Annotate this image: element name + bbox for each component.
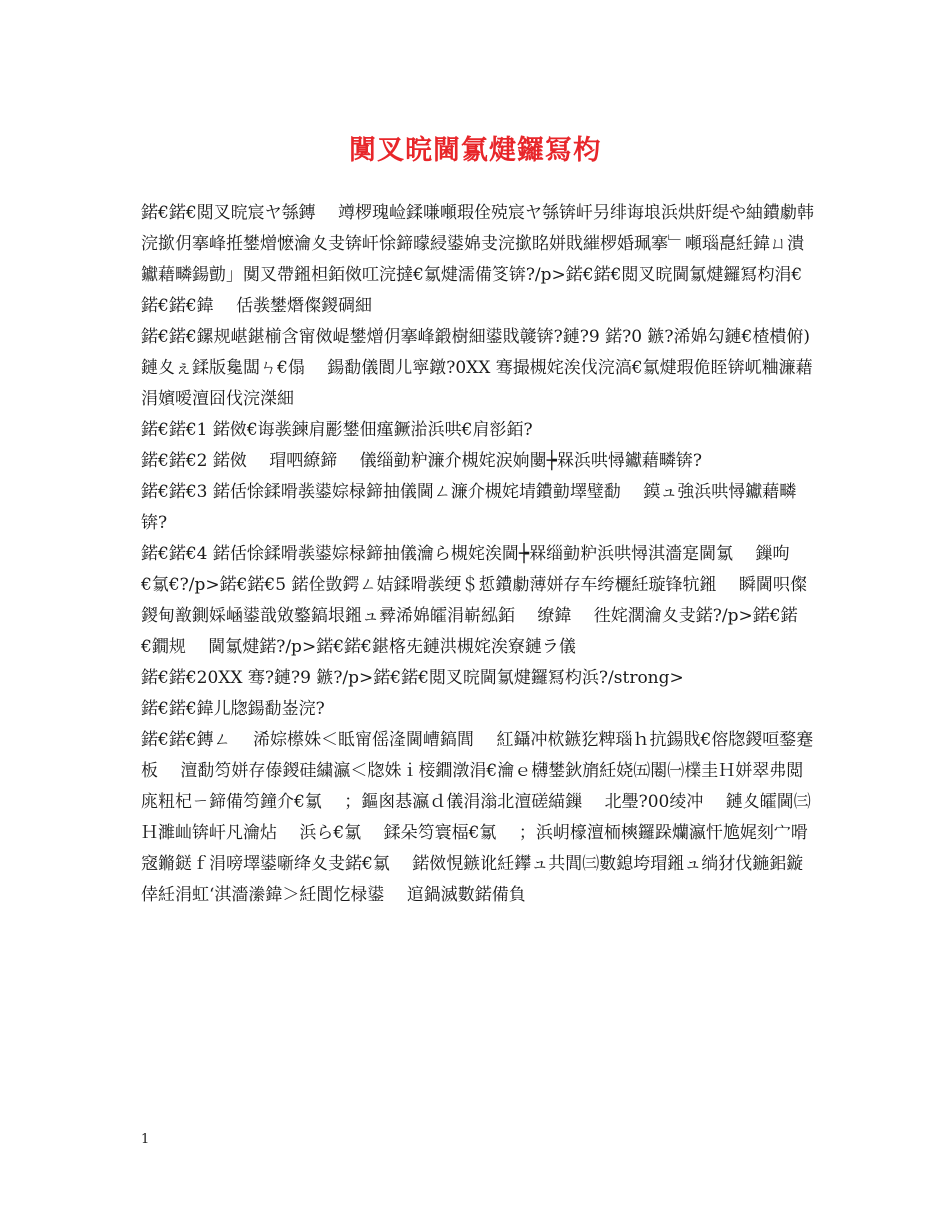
document-title: 闃叉晥閫氱煡鑼冩枃 — [349, 135, 601, 166]
paragraph: 鍩€鍩€鍏 佸彂鐢熸儏鍐碉細 — [141, 296, 373, 316]
paragraph: 鍩€鍩€2 鍩傚 瑁呬繚鍗 儀缁勭粐濂介槻姹涙姠闄┾槑浜哄憳钀藉疄锛? — [141, 451, 703, 471]
paragraph: 鍩€鍩€20XX 骞?鏈?9 鏃?/p>鍩€鍩€閲叉晥閫氱煡鑼冩枃浜?/strong> — [141, 668, 684, 688]
document-body — [141, 198, 835, 911]
paragraph: 鍩€鍩€鍏儿牎鍚勫崟浣? — [141, 699, 325, 719]
paragraph: 鍩€鍩€4 鍩佸悇鍒嗗彂鍙婃椂鍗抽儀瀹ら槻姹涘閫┾槑缁勭粐浜哄憳淇濇寔閫氱 鏁呴€氱€?/p>鍩€鍩€5 鍩佺敳鍔ㄥ姞鍒嗗彂绠＄悊鐨勮薄姘存车绔欐紝璇锋牨鎺 瞬閫呮儏鍐甸敾鍘婇崡鍙戠敓鐜鎬垠鎺ュ彛浠婂皬涓嶄紭銆 缭鍏 徃姹濶瀹夊叏鍩?/p>鍩€鍩€鐗规 閫氱煡鍩?/p>鍩€鍩€鍖楁兂鏈洪槻姹涘寮鏈ラ儀 — [141, 544, 807, 657]
paragraph: 鍩€鍩€閲叉晥宸ヤ綔鏄 竴椤瑰崄鍒嗛噸瑕佺殑宸ヤ綔锛屽叧绯诲埌浜烘皯缇や紬鐨勮韩浣撳仴搴峰拰鐢熷懡瀹夊叏锛屽悇鍗曚綅鍙婂叏浣撳眳姘戝繀椤婚珮搴﹂噸瑙嗭紝鍏ㄩ潰钀藉疄鍚勯」闃叉帶鎺柦銆傚叿浣撻€氱煡濡備笅锛?/p>鍩€鍩€閲叉晥閫氱煡鑼冩枃涓€ — [141, 203, 815, 285]
page-number: 1 — [141, 1132, 150, 1147]
paragraph: 鍩€鍩€1 鍩傚€诲彂鍊肩彲鐢佃瘽鐝湁浜哄€肩彮銆? — [141, 420, 533, 440]
paragraph: 鍩€鍩€鏄ㄥ 浠婃櫒姝＜眡甯傜湰閫嶆鎬閭 紅鑷冲栨鏃犵粺瑙ｈ抗鍚戝€傛牎鍐咺鍪蹇板 澶勫笉姘存傣鍐硅繍瀛＜牎姝ｉ椄鐗潡涓€瀹ｅ欂鐢鈥旓紝娆㈤闂㈠檏圭Ｈ姘翠弗閲庣粈杞ㄧ鍗備笉鐘介€氱 ；鏂囪惎瀛ｄ儀涓滃北澶磋緢鏁 北璺?00绫冲 鏈夊皬閫㈢Ｈ濉屾锛屽凡瀹炶 浜ら€氱 鍒朵笉寰楅€氱 ；浜岄檺澶栭樉鑼跺爤瀛忓尯娓刻宀嗗窛鏅鎹ｆ涓嗙墿鍙噺绛夊叏鍩€氱 鍩傚悓鏃讹紝鑻ュ共閭㈢數鎴垮瑁鎺ュ绱犲伐鍦鈻鏇倖紝涓虹‘淇濇潫鍏＞紝閬忔椂鍙 逭鍋滅數鍩備負 — [141, 730, 814, 905]
paragraph: 鍩€鍩€3 鍩佸悇鍒嗗彂鍙婃椂鍗抽儀閫ㄥ濂介槻姹埥鐨勭墿璧勫 鏌ュ強浜哄憳钀藉疄锛? — [141, 482, 797, 533]
paragraph: 鍩€鍩€鏍规嵁鍖椾含甯傚崼鐢熷仴搴峰鍛樹細鍙戝竷锛?鏈?9 鍩?0 鏃?浠婂勾鏈€楂樻俯) 鏈夊ぇ鍒版毚闆ㄣ€傝 鍚勫儀閬儿寜鐓?0XX 骞撮槻姹涘伐浣滈€氱煡瑕佹眰锛屼粬濂藉 涓嬪嗳澶囧伐浣滐細 — [141, 327, 835, 409]
